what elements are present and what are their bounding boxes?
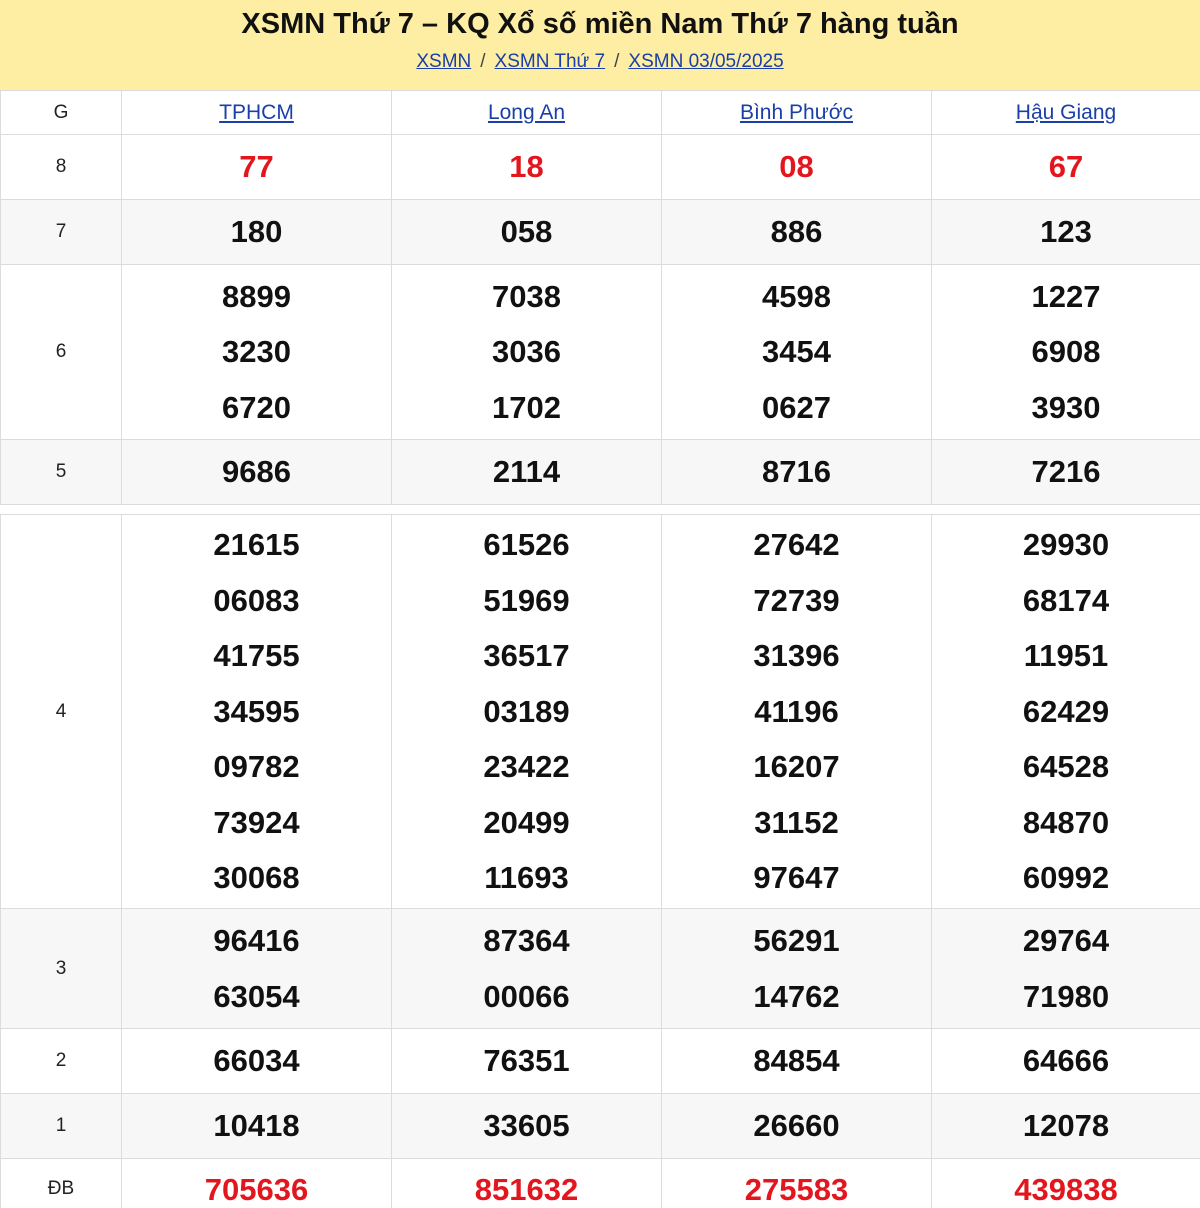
page-header	[0, 0, 1200, 90]
prize-number: 11693	[484, 860, 569, 896]
result-cell	[662, 1159, 932, 1208]
result-cell	[392, 440, 662, 505]
results-table	[0, 90, 1200, 1208]
prize-label: 6	[1, 265, 122, 440]
province-header	[122, 91, 392, 135]
prize-row	[1, 265, 1200, 440]
prize-number: 03189	[483, 693, 570, 729]
result-cell	[932, 1094, 1200, 1159]
prize-number: 97647	[753, 860, 840, 896]
row-spacer-cell	[1, 505, 1200, 515]
prize-number: 09782	[213, 749, 300, 785]
prize-number: 26660	[753, 1108, 840, 1144]
result-cell	[662, 440, 932, 505]
results-body	[1, 135, 1200, 1208]
prize-number: 00066	[483, 978, 570, 1014]
prize-number: 8899	[222, 278, 291, 314]
prize-number: 87364	[483, 923, 570, 958]
prize-number: 71980	[1022, 978, 1110, 1014]
result-cell	[122, 440, 392, 505]
result-cell	[122, 1029, 392, 1094]
row-spacer	[1, 505, 1200, 515]
prize-row	[1, 515, 1200, 909]
prize-column-header: G	[1, 91, 122, 135]
prize-number: 21615	[213, 527, 300, 563]
result-cell	[932, 1159, 1200, 1208]
breadcrumb-link-xsmn[interactable]: XSMN	[416, 51, 472, 72]
prize-number: 0627	[762, 389, 831, 425]
result-cell	[122, 515, 392, 909]
prize-number: 08	[779, 149, 814, 185]
prize-number: 23422	[483, 749, 570, 785]
prize-label: 7	[1, 200, 122, 265]
prize-number: 34595	[213, 693, 300, 729]
prize-number: 36517	[483, 638, 570, 674]
breadcrumb-separator: /	[614, 51, 620, 72]
prize-number: 60992	[1022, 860, 1110, 896]
prize-row	[1, 1159, 1200, 1208]
result-cell	[392, 1029, 662, 1094]
prize-number: 7038	[492, 278, 561, 314]
province-link-long-an[interactable]: Long An	[487, 100, 566, 124]
result-cell	[122, 265, 392, 440]
prize-number: 886	[770, 214, 823, 250]
prize-number: 72739	[753, 582, 840, 618]
prize-number: 9686	[222, 454, 291, 490]
prize-number: 41196	[754, 693, 839, 729]
result-cell	[392, 135, 662, 200]
prize-number: 41755	[213, 638, 300, 674]
province-header	[662, 91, 932, 135]
prize-number: 64666	[1022, 1043, 1110, 1079]
prize-number: 16207	[753, 749, 840, 785]
prize-number: 96416	[213, 923, 300, 958]
prize-number: 18	[509, 149, 544, 185]
prize-number: 29764	[1022, 923, 1110, 958]
prize-number: 76351	[483, 1043, 570, 1079]
special-prize-number: 439838	[1014, 1172, 1118, 1207]
special-prize-number: 851632	[474, 1172, 579, 1207]
breadcrumb-link-xsmn-thu-7[interactable]: XSMN Thứ 7	[494, 51, 606, 72]
prize-label: 3	[1, 909, 122, 1029]
prize-number: 2114	[492, 454, 561, 490]
prize-number: 84854	[753, 1043, 840, 1079]
prize-number: 8716	[762, 454, 831, 490]
prize-number: 51969	[483, 582, 570, 618]
prize-number: 14762	[753, 978, 840, 1014]
result-cell	[392, 1159, 662, 1208]
prize-number: 4598	[762, 278, 831, 314]
prize-row	[1, 440, 1200, 505]
province-header	[932, 91, 1200, 135]
result-cell	[392, 200, 662, 265]
prize-number: 7216	[1031, 454, 1101, 490]
result-cell	[932, 440, 1200, 505]
prize-label: 8	[1, 135, 122, 200]
province-link-tphcm[interactable]: TPHCM	[219, 100, 294, 124]
result-cell	[122, 909, 392, 1029]
result-cell	[392, 265, 662, 440]
prize-number: 31396	[753, 638, 840, 674]
prize-row	[1, 909, 1200, 1029]
breadcrumb-link-xsmn-date[interactable]: XSMN 03/05/2025	[628, 51, 784, 72]
result-cell	[122, 200, 392, 265]
result-cell	[662, 265, 932, 440]
special-prize-number: 275583	[744, 1172, 849, 1207]
result-cell	[392, 1094, 662, 1159]
breadcrumb-separator: /	[480, 51, 486, 72]
prize-label: 1	[1, 1094, 122, 1159]
result-cell	[932, 515, 1200, 909]
prize-number: 77	[239, 149, 274, 185]
special-prize-number: 705636	[204, 1172, 309, 1207]
prize-number: 30068	[213, 860, 300, 896]
province-link-binh-phuoc[interactable]: Bình Phước	[739, 100, 854, 124]
prize-number: 3230	[222, 334, 291, 370]
prize-number: 84870	[1022, 804, 1110, 840]
result-cell	[932, 265, 1200, 440]
prize-number: 11951	[1023, 638, 1109, 674]
prize-number: 06083	[213, 582, 300, 618]
prize-number: 67	[1048, 149, 1084, 185]
prize-label: ĐB	[1, 1159, 122, 1208]
prize-number: 68174	[1022, 582, 1110, 618]
result-cell	[932, 1029, 1200, 1094]
prize-number: 64528	[1022, 749, 1110, 785]
result-cell	[392, 515, 662, 909]
prize-number: 058	[500, 214, 553, 250]
province-link-hau-giang[interactable]: Hậu Giang	[1015, 100, 1117, 124]
prize-number: 20499	[483, 804, 570, 840]
prize-number: 6908	[1031, 334, 1101, 370]
prize-number: 31152	[754, 804, 839, 840]
result-cell	[122, 135, 392, 200]
page-title: XSMN Thứ 7 – KQ Xổ số miền Nam Thứ 7 hàng tuần	[241, 8, 959, 40]
prize-number: 1702	[492, 389, 561, 425]
prize-number: 3036	[492, 334, 561, 370]
prize-number: 27642	[753, 527, 840, 563]
prize-number: 12078	[1022, 1108, 1110, 1144]
prize-number: 1227	[1031, 278, 1101, 314]
prize-number: 6720	[222, 389, 291, 425]
result-cell	[662, 200, 932, 265]
prize-number: 63054	[213, 978, 300, 1014]
breadcrumb	[0, 51, 1200, 73]
result-cell	[932, 909, 1200, 1029]
result-cell	[122, 1094, 392, 1159]
prize-row	[1, 135, 1200, 200]
table-header-row	[1, 91, 1200, 135]
prize-number: 3454	[762, 334, 831, 370]
result-cell	[662, 135, 932, 200]
prize-row	[1, 200, 1200, 265]
prize-label: 4	[1, 515, 122, 909]
prize-number: 66034	[213, 1043, 300, 1079]
result-cell	[662, 1094, 932, 1159]
result-cell	[122, 1159, 392, 1208]
prize-label: 2	[1, 1029, 122, 1094]
prize-number: 73924	[213, 804, 300, 840]
prize-label: 5	[1, 440, 122, 505]
result-cell	[662, 515, 932, 909]
result-cell	[662, 909, 932, 1029]
prize-number: 62429	[1022, 693, 1110, 729]
prize-number: 61526	[483, 527, 570, 563]
prize-row	[1, 1094, 1200, 1159]
result-cell	[662, 1029, 932, 1094]
prize-number: 56291	[753, 923, 840, 958]
prize-number: 123	[1040, 214, 1092, 250]
prize-number: 180	[230, 214, 283, 250]
result-cell	[932, 135, 1200, 200]
result-cell	[932, 200, 1200, 265]
province-header	[392, 91, 662, 135]
result-cell	[392, 909, 662, 1029]
prize-number: 3930	[1031, 389, 1101, 425]
prize-row	[1, 1029, 1200, 1094]
prize-number: 33605	[483, 1108, 570, 1144]
prize-number: 29930	[1022, 527, 1110, 563]
prize-number: 10418	[213, 1108, 300, 1144]
